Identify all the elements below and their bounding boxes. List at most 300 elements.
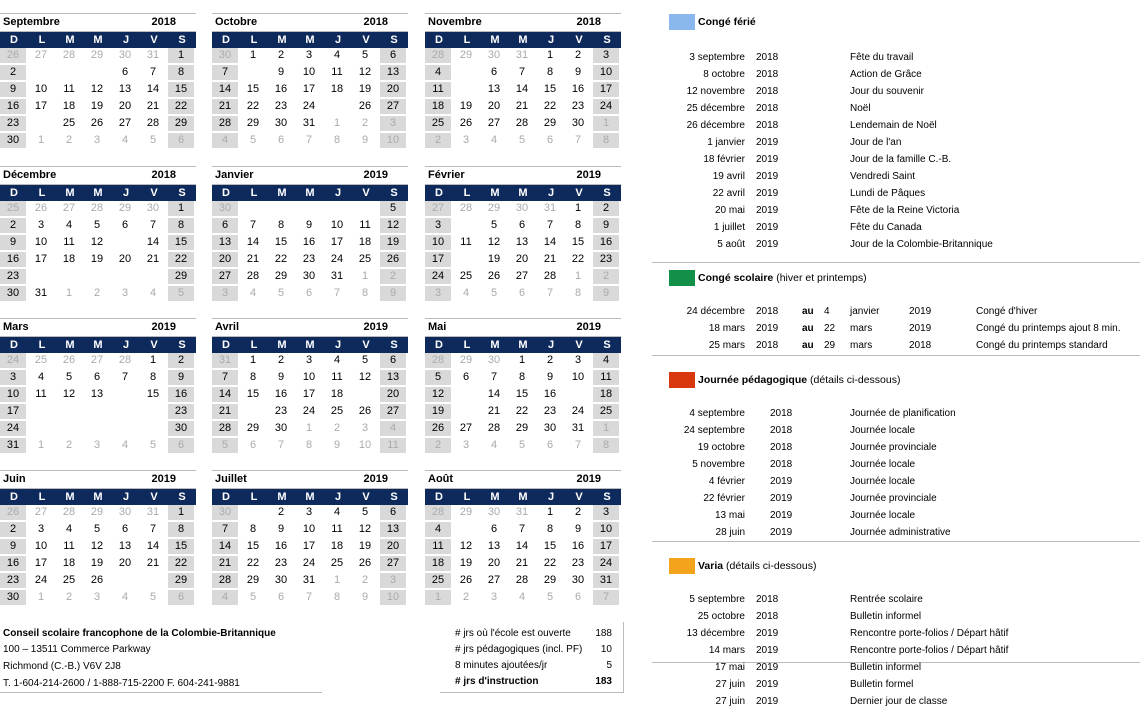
stat-value: 5 xyxy=(606,660,612,671)
week-row xyxy=(0,539,196,556)
day-cell: 9 xyxy=(296,218,324,235)
day-cell: 29 xyxy=(268,269,296,286)
month-year: 2019 xyxy=(576,473,601,485)
month-year: 2019 xyxy=(576,169,601,181)
event-label: Journée locale xyxy=(850,476,916,487)
month-year: 2019 xyxy=(363,473,388,485)
day-cell: 4 xyxy=(481,133,509,150)
legend-title-text: Journée pédagogique xyxy=(698,374,808,386)
day-cell: 8 xyxy=(240,522,268,539)
weekday-header xyxy=(425,489,621,505)
day-cell: 27 xyxy=(509,269,537,286)
legend-row xyxy=(652,151,1140,168)
day-cell: 6 xyxy=(168,438,196,455)
event-date: 20 mai xyxy=(714,205,745,216)
weekday-label: L xyxy=(38,34,46,46)
week-row xyxy=(425,421,621,438)
weekday-label: V xyxy=(362,187,370,199)
day-cell: 9 xyxy=(268,522,296,539)
day-cell: 2 xyxy=(352,116,380,133)
event-label: Jour de la famille C.-B. xyxy=(850,154,952,165)
day-cell: 24 xyxy=(324,252,352,269)
event-year: 2018 xyxy=(756,103,779,114)
week-row xyxy=(425,252,621,269)
day-cell: 12 xyxy=(84,539,112,556)
day-cell: 3 xyxy=(380,573,408,590)
day-cell: 8 xyxy=(324,590,352,607)
week-row xyxy=(0,269,196,286)
day-cell: 1 xyxy=(537,505,565,522)
day-cell: 1 xyxy=(425,590,453,607)
event-year: 2018 xyxy=(770,425,793,436)
day-cell: 9 xyxy=(324,438,352,455)
day-cell: 23 xyxy=(0,269,28,286)
day-cell: 25 xyxy=(352,252,380,269)
weekday-label: L xyxy=(463,491,471,503)
event-label: Lundi de Pâques xyxy=(850,188,926,199)
start-date: 25 mars xyxy=(708,340,745,351)
week-row xyxy=(0,65,196,82)
day-cell: 31 xyxy=(296,573,324,590)
start-year: 2018 xyxy=(756,306,779,317)
event-date: 5 septembre xyxy=(689,594,745,605)
day-cell: 24 xyxy=(0,421,28,438)
day-cell: 8 xyxy=(268,218,296,235)
day-cell: 29 xyxy=(168,573,196,590)
day-cell: 22 xyxy=(268,252,296,269)
week-row xyxy=(425,505,621,522)
day-cell: 18 xyxy=(28,404,56,421)
day-cell: 9 xyxy=(268,65,296,82)
day-cell: 4 xyxy=(481,438,509,455)
day-cell: 21 xyxy=(481,404,509,421)
day-cell: 1 xyxy=(168,201,196,218)
day-cell: 4 xyxy=(593,353,621,370)
day-cell: 3 xyxy=(296,48,324,65)
week-row xyxy=(0,48,196,65)
week-row xyxy=(425,218,621,235)
day-cell: 17 xyxy=(593,82,621,99)
day-cell: 23 xyxy=(268,99,296,116)
day-cell: 1 xyxy=(240,48,268,65)
day-cell: 5 xyxy=(240,590,268,607)
day-cell: 1 xyxy=(168,505,196,522)
day-cell: 2 xyxy=(84,286,112,303)
event-label: Journée de planification xyxy=(850,408,956,419)
day-cell: 8 xyxy=(296,438,324,455)
day-cell: 6 xyxy=(268,133,296,150)
week-row xyxy=(425,590,621,607)
event-label: Bulletin informel xyxy=(850,662,922,673)
day-cell: 3 xyxy=(28,65,56,82)
legend-section-scolaire xyxy=(652,256,1140,351)
day-cell: 27 xyxy=(84,353,112,370)
day-cell: 12 xyxy=(481,235,509,252)
legend-row xyxy=(652,625,1140,642)
day-cell: 13 xyxy=(481,82,509,99)
weekday-header xyxy=(425,337,621,353)
week-row xyxy=(425,539,621,556)
day-cell: 28 xyxy=(425,353,453,370)
event-year: 2019 xyxy=(756,205,779,216)
day-cell: 29 xyxy=(537,573,565,590)
day-cell: 6 xyxy=(168,133,196,150)
day-cell: 30 xyxy=(212,505,240,522)
day-cell: 3 xyxy=(380,116,408,133)
week-row xyxy=(0,82,196,99)
day-cell: 25 xyxy=(453,269,481,286)
month-name: Mars xyxy=(3,321,29,333)
weekday-label: S xyxy=(178,34,186,46)
weekday-label: M xyxy=(305,34,315,46)
day-cell: 22 xyxy=(537,99,565,116)
day-cell: 6 xyxy=(380,353,408,370)
legend-row xyxy=(652,507,1140,524)
day-cell: 31 xyxy=(28,286,56,303)
month-year: 2019 xyxy=(363,321,388,333)
day-cell: 28 xyxy=(425,505,453,522)
week-row xyxy=(425,269,621,286)
week-row xyxy=(0,218,196,235)
legend-row xyxy=(652,473,1140,490)
day-cell: 10 xyxy=(380,133,408,150)
day-cell: 17 xyxy=(0,404,28,421)
week-row xyxy=(0,590,196,607)
day-cell: 7 xyxy=(509,65,537,82)
legend-row xyxy=(652,693,1140,710)
legend-title-text: Varia xyxy=(698,560,724,572)
day-cell: 7 xyxy=(268,438,296,455)
day-cell: 19 xyxy=(352,539,380,556)
day-cell: 10 xyxy=(28,539,56,556)
day-cell: 30 xyxy=(565,573,593,590)
week-row xyxy=(425,201,621,218)
day-cell: 14 xyxy=(240,235,268,252)
day-cell: 24 xyxy=(565,404,593,421)
day-cell: 12 xyxy=(84,82,112,99)
month-header xyxy=(0,13,196,32)
day-cell: 21 xyxy=(509,99,537,116)
day-cell: 16 xyxy=(537,387,565,404)
day-cell: 2 xyxy=(0,65,28,82)
event-label: Jour de la Colombie-Britannique xyxy=(850,239,993,250)
day-cell: 26 xyxy=(0,505,28,522)
week-row xyxy=(212,133,408,150)
day-cell: 17 xyxy=(296,539,324,556)
weekday-label: V xyxy=(362,34,370,46)
day-cell: 27 xyxy=(84,421,112,438)
event-date: 22 février xyxy=(703,493,745,504)
day-cell: 30 xyxy=(481,505,509,522)
day-cell: 25 xyxy=(324,404,352,421)
month-header xyxy=(425,318,621,337)
day-cell: 10 xyxy=(565,370,593,387)
legend-row xyxy=(652,202,1140,219)
day-cell: 24 xyxy=(593,556,621,573)
day-cell: 8 xyxy=(593,133,621,150)
day-cell: 17 xyxy=(296,387,324,404)
weekday-label: S xyxy=(390,491,398,503)
day-cell: 6 xyxy=(537,438,565,455)
day-cell: 28 xyxy=(240,269,268,286)
day-cell: 6 xyxy=(112,218,140,235)
day-cell: 18 xyxy=(425,556,453,573)
day-cell: 29 xyxy=(140,421,168,438)
day-cell: 21 xyxy=(537,252,565,269)
weekday-label: D xyxy=(10,34,18,46)
day-cell: 10 xyxy=(296,65,324,82)
start-date: 24 décembre xyxy=(686,306,745,317)
day-cell: 22 xyxy=(240,556,268,573)
day-cell: 19 xyxy=(352,82,380,99)
weekday-label: D xyxy=(10,187,18,199)
weekday-header xyxy=(425,32,621,48)
weekday-header xyxy=(0,32,196,48)
event-date: 5 novembre xyxy=(692,459,745,470)
day-cell: 27 xyxy=(56,201,84,218)
weekday-label: M xyxy=(305,187,315,199)
day-cell: 26 xyxy=(352,99,380,116)
month-name: Février xyxy=(428,169,465,181)
stat-label: # jrs où l'école est ouverte xyxy=(455,628,571,639)
day-cell: 4 xyxy=(380,421,408,438)
legend-row xyxy=(652,439,1140,456)
day-cell: 30 xyxy=(268,573,296,590)
event-year: 2019 xyxy=(756,137,779,148)
week-row xyxy=(0,438,196,455)
day-cell: 12 xyxy=(453,539,481,556)
day-cell: 21 xyxy=(212,99,240,116)
day-cell: 4 xyxy=(212,590,240,607)
day-cell: 6 xyxy=(168,590,196,607)
day-cell: 3 xyxy=(212,286,240,303)
weekday-label: M xyxy=(277,34,287,46)
day-cell: 23 xyxy=(565,99,593,116)
weekday-label: M xyxy=(305,339,315,351)
day-cell: 21 xyxy=(112,404,140,421)
week-row xyxy=(212,286,408,303)
day-cell: 13 xyxy=(380,522,408,539)
day-cell: 9 xyxy=(0,235,28,252)
day-cell: 15 xyxy=(168,82,196,99)
day-cell: 10 xyxy=(352,438,380,455)
legend-row xyxy=(652,337,1140,354)
org-name: Conseil scolaire francophone de la Colombie-Britannique xyxy=(3,628,276,639)
day-cell: 20 xyxy=(112,556,140,573)
weekday-label: D xyxy=(435,34,443,46)
event-year: 2019 xyxy=(770,476,793,487)
stats-box xyxy=(440,622,624,693)
event-label: Journée locale xyxy=(850,425,916,436)
day-cell: 19 xyxy=(84,556,112,573)
day-cell: 5 xyxy=(380,201,408,218)
day-cell: 30 xyxy=(112,505,140,522)
day-cell: 13 xyxy=(212,235,240,252)
day-cell: 5 xyxy=(140,133,168,150)
week-row xyxy=(0,252,196,269)
day-cell: 18 xyxy=(324,539,352,556)
event-label: Bulletin informel xyxy=(850,611,922,622)
day-cell: 9 xyxy=(593,218,621,235)
month-year: 2018 xyxy=(576,16,601,28)
day-cell: 31 xyxy=(296,116,324,133)
day-cell: 29 xyxy=(453,48,481,65)
day-cell: 17 xyxy=(593,539,621,556)
week-row xyxy=(212,82,408,99)
day-cell: 27 xyxy=(481,573,509,590)
end-year: 2019 xyxy=(909,306,932,317)
weekday-label: J xyxy=(334,339,342,351)
range-sep: au xyxy=(802,306,814,317)
weekday-label: D xyxy=(222,339,230,351)
month-3 xyxy=(0,166,196,303)
day-cell: 10 xyxy=(296,522,324,539)
day-cell: 7 xyxy=(140,218,168,235)
day-cell: 21 xyxy=(509,556,537,573)
day-cell: 25 xyxy=(324,556,352,573)
day-cell: 2 xyxy=(0,522,28,539)
month-header xyxy=(425,13,621,32)
day-cell: 26 xyxy=(425,421,453,438)
legend-row xyxy=(652,185,1140,202)
event-year: 2018 xyxy=(756,69,779,80)
weekday-label: S xyxy=(178,339,186,351)
day-cell: 31 xyxy=(565,421,593,438)
day-cell: 17 xyxy=(28,99,56,116)
day-cell: 30 xyxy=(268,421,296,438)
weekday-label: V xyxy=(575,339,583,351)
day-cell: 2 xyxy=(268,505,296,522)
weekday-label: S xyxy=(603,339,611,351)
event-label: Journée administrative xyxy=(850,527,951,538)
day-cell: 17 xyxy=(565,387,593,404)
day-cell: 30 xyxy=(0,133,28,150)
legend-row xyxy=(652,168,1140,185)
day-cell: 9 xyxy=(0,82,28,99)
day-cell: 5 xyxy=(140,590,168,607)
day-cell: 1 xyxy=(28,133,56,150)
legend-row xyxy=(652,524,1140,541)
weekday-label: D xyxy=(435,491,443,503)
day-cell: 27 xyxy=(425,201,453,218)
month-year: 2018 xyxy=(363,16,388,28)
event-date: 17 mai xyxy=(714,662,745,673)
weekday-label: L xyxy=(250,491,258,503)
day-cell: 25 xyxy=(56,269,84,286)
day-cell: 23 xyxy=(268,404,296,421)
month-1 xyxy=(212,13,408,150)
day-cell: 27 xyxy=(112,116,140,133)
day-cell: 10 xyxy=(296,370,324,387)
day-cell: 19 xyxy=(84,99,112,116)
day-cell: 11 xyxy=(453,235,481,252)
month-name: Septembre xyxy=(3,16,60,28)
event-label: Action de Grâce xyxy=(850,69,922,80)
day-cell: 5 xyxy=(453,65,481,82)
day-cell: 26 xyxy=(352,404,380,421)
week-row xyxy=(212,522,408,539)
day-cell: 5 xyxy=(168,286,196,303)
day-cell: 2 xyxy=(425,133,453,150)
weekday-header xyxy=(0,489,196,505)
day-cell: 11 xyxy=(56,235,84,252)
day-cell: 5 xyxy=(84,522,112,539)
day-cell: 3 xyxy=(296,353,324,370)
day-cell: 23 xyxy=(537,404,565,421)
day-cell: 31 xyxy=(140,505,168,522)
event-label: Journée provinciale xyxy=(850,442,937,453)
day-cell: 4 xyxy=(425,65,453,82)
day-cell: 6 xyxy=(112,522,140,539)
event-date: 5 août xyxy=(717,239,745,250)
day-cell: 17 xyxy=(28,252,56,269)
day-cell: 11 xyxy=(28,387,56,404)
day-cell: 4 xyxy=(509,590,537,607)
day-cell: 25 xyxy=(56,116,84,133)
day-cell: 9 xyxy=(352,133,380,150)
event-year: 2019 xyxy=(756,239,779,250)
day-cell: 28 xyxy=(140,116,168,133)
weekday-label: M xyxy=(490,339,500,351)
weekday-label: S xyxy=(178,187,186,199)
day-cell: 2 xyxy=(352,573,380,590)
day-cell: 5 xyxy=(240,133,268,150)
week-row xyxy=(0,421,196,438)
day-cell: 21 xyxy=(212,404,240,421)
day-cell: 27 xyxy=(380,404,408,421)
day-cell: 5 xyxy=(352,353,380,370)
week-row xyxy=(212,99,408,116)
day-cell: 14 xyxy=(509,539,537,556)
address-line-1: 100 – 13511 Commerce Parkway xyxy=(3,644,151,655)
day-cell: 10 xyxy=(28,235,56,252)
week-row xyxy=(425,235,621,252)
day-cell: 20 xyxy=(112,252,140,269)
day-cell: 1 xyxy=(593,116,621,133)
day-cell: 4 xyxy=(453,286,481,303)
day-cell: 15 xyxy=(168,539,196,556)
event-date: 13 décembre xyxy=(686,628,745,639)
month-name: Mai xyxy=(428,321,447,333)
legend-section-ferie xyxy=(652,0,1140,250)
day-cell: 5 xyxy=(425,370,453,387)
day-cell: 2 xyxy=(56,438,84,455)
day-cell: 3 xyxy=(324,201,352,218)
day-cell: 26 xyxy=(380,252,408,269)
end-year: 2019 xyxy=(909,323,932,334)
day-cell: 29 xyxy=(481,201,509,218)
day-cell: 6 xyxy=(212,218,240,235)
day-cell: 8 xyxy=(509,370,537,387)
weekday-label: V xyxy=(150,187,158,199)
weekday-label: J xyxy=(122,187,130,199)
event-year: 2018 xyxy=(756,86,779,97)
day-cell: 2 xyxy=(565,48,593,65)
week-row xyxy=(0,522,196,539)
week-row xyxy=(425,48,621,65)
week-row xyxy=(425,438,621,455)
weekday-label: V xyxy=(150,34,158,46)
event-year: 2018 xyxy=(756,52,779,63)
weekday-header xyxy=(212,489,408,505)
month-9 xyxy=(0,470,196,607)
day-cell: 7 xyxy=(324,286,352,303)
day-cell: 28 xyxy=(425,48,453,65)
day-cell: 22 xyxy=(168,556,196,573)
day-cell: 24 xyxy=(28,269,56,286)
weekday-label: M xyxy=(93,187,103,199)
day-cell: 30 xyxy=(296,269,324,286)
